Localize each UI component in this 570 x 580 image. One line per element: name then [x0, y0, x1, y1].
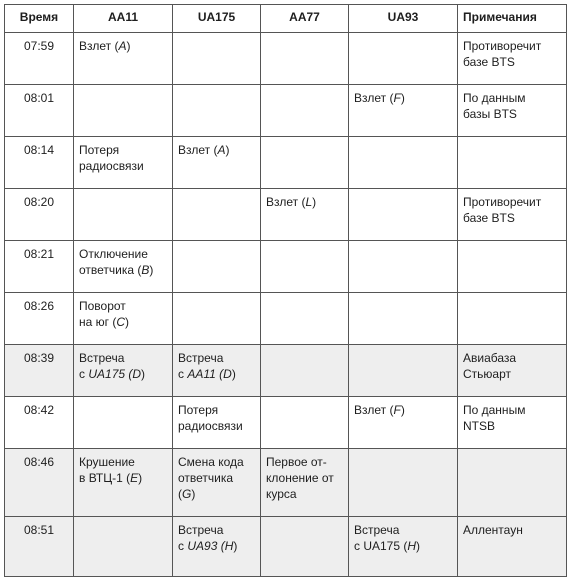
cell-time: 08:51 [5, 517, 74, 577]
table-body [5, 33, 567, 577]
cell-text-line: Противоречит [463, 39, 542, 53]
cell-text-line: (G) [178, 487, 196, 501]
cell-ua93 [349, 33, 458, 85]
cell-ua175 [173, 137, 261, 189]
cell-ua175 [173, 33, 261, 85]
cell-time: 08:42 [5, 397, 74, 449]
cell-note [458, 397, 567, 449]
cell-aa11 [74, 517, 173, 577]
cell-text-line: Смена кода [178, 455, 244, 469]
cell-note [458, 85, 567, 137]
cell-ua93 [349, 189, 458, 241]
table-row [5, 33, 567, 85]
cell-text-line: ответчика (B) [79, 263, 154, 277]
cell-text-line: с UA175 (D) [79, 367, 146, 381]
header-ua93: UA93 [349, 5, 458, 33]
cell-aa11 [74, 397, 173, 449]
cell-text-line: Поворот [79, 299, 126, 313]
timeline-document [4, 4, 567, 577]
header-aa77: AA77 [261, 5, 349, 33]
table-row [5, 449, 567, 517]
table-row [5, 137, 567, 189]
cell-text-line: Взлет (F) [354, 91, 405, 105]
cell-note [458, 449, 567, 517]
cell-text-line: Взлет (A) [178, 143, 230, 157]
cell-note [458, 189, 567, 241]
cell-aa77 [261, 189, 349, 241]
event-marker: G [182, 487, 192, 501]
cell-text-line: Авиабаза [463, 351, 517, 365]
cell-text-line: По данным [463, 91, 526, 105]
cell-text-line: Первое от- [266, 455, 327, 469]
cell-note [458, 137, 567, 189]
flight-timeline-table [4, 4, 567, 577]
cell-aa77 [261, 397, 349, 449]
cell-text-line: в ВТЦ-1 (E) [79, 471, 143, 485]
header-aa11: AA11 [74, 5, 173, 33]
cell-note [458, 33, 567, 85]
cell-aa77 [261, 33, 349, 85]
event-marker: H [407, 539, 417, 553]
cell-text-line: По данным [463, 403, 526, 417]
cell-ua93 [349, 293, 458, 345]
cell-aa77 [261, 449, 349, 517]
cell-ua175 [173, 449, 261, 517]
cell-ua175 [173, 345, 261, 397]
event-marker: A [217, 143, 226, 157]
cell-ua175 [173, 293, 261, 345]
header-time: Время [5, 5, 74, 33]
cell-ua93 [349, 241, 458, 293]
cell-ua93 [349, 345, 458, 397]
cell-time: 08:01 [5, 85, 74, 137]
table-row [5, 85, 567, 137]
table-row [5, 241, 567, 293]
cell-text-line: с AA11 (D) [178, 367, 236, 381]
cell-time: 08:46 [5, 449, 74, 517]
cell-text-line: ответчика [178, 471, 234, 485]
cell-aa11 [74, 449, 173, 517]
cell-ua175 [173, 189, 261, 241]
cell-text-line: с UA175 (H) [354, 539, 421, 553]
cell-aa77 [261, 241, 349, 293]
cell-ua93 [349, 517, 458, 577]
event-marker: AA11 (D [187, 367, 232, 381]
cell-text-line: Крушение [79, 455, 135, 469]
cell-text-line: Потеря [178, 403, 219, 417]
table-row [5, 189, 567, 241]
cell-text-line: базе BTS [463, 55, 515, 69]
table-row [5, 517, 567, 577]
cell-aa11 [74, 189, 173, 241]
cell-aa77 [261, 85, 349, 137]
cell-text-line: Встреча [178, 523, 224, 537]
header-notes: Примечания [458, 5, 567, 33]
event-marker: F [393, 403, 401, 417]
event-marker: B [141, 263, 150, 277]
cell-ua175 [173, 85, 261, 137]
cell-aa77 [261, 517, 349, 577]
table-row [5, 397, 567, 449]
cell-text-line: Аллентаун [463, 523, 523, 537]
cell-text-line: с UA93 (H) [178, 539, 238, 553]
cell-aa11 [74, 293, 173, 345]
cell-aa77 [261, 345, 349, 397]
cell-note [458, 345, 567, 397]
table-header-row [5, 5, 567, 33]
cell-ua93 [349, 137, 458, 189]
cell-time: 07:59 [5, 33, 74, 85]
cell-time: 08:14 [5, 137, 74, 189]
cell-text-line: курса [266, 487, 297, 501]
cell-text-line: Встреча [178, 351, 224, 365]
cell-time: 08:26 [5, 293, 74, 345]
cell-text-line: Противоречит [463, 195, 542, 209]
cell-time: 08:20 [5, 189, 74, 241]
cell-aa11 [74, 85, 173, 137]
table-row [5, 293, 567, 345]
cell-note [458, 241, 567, 293]
cell-text-line: радиосвязи [79, 159, 144, 173]
cell-note [458, 293, 567, 345]
table-row [5, 345, 567, 397]
cell-ua93 [349, 449, 458, 517]
cell-text-line: Стьюарт [463, 367, 511, 381]
cell-aa11 [74, 345, 173, 397]
event-marker: E [130, 471, 139, 485]
cell-text-line: Встреча [79, 351, 125, 365]
cell-text-line: Встреча [354, 523, 400, 537]
cell-text-line: Отключение [79, 247, 148, 261]
event-marker: C [116, 315, 126, 329]
cell-text-line: радиосвязи [178, 419, 243, 433]
cell-aa77 [261, 137, 349, 189]
cell-aa11 [74, 33, 173, 85]
event-marker: F [393, 91, 401, 105]
cell-text-line: Взлет (F) [354, 403, 405, 417]
cell-text-line: NTSB [463, 419, 496, 433]
cell-time: 08:39 [5, 345, 74, 397]
cell-time: 08:21 [5, 241, 74, 293]
cell-aa77 [261, 293, 349, 345]
cell-text-line: Взлет (A) [79, 39, 131, 53]
cell-ua93 [349, 397, 458, 449]
cell-text-line: Потеря [79, 143, 120, 157]
cell-text-line: базы BTS [463, 107, 517, 121]
cell-note [458, 517, 567, 577]
cell-ua93 [349, 85, 458, 137]
event-marker: UA175 (D [88, 367, 142, 381]
cell-aa11 [74, 241, 173, 293]
event-marker: A [118, 39, 127, 53]
cell-text-line: на юг (C) [79, 315, 130, 329]
cell-text-line: Взлет (L) [266, 195, 317, 209]
cell-text-line: базе BTS [463, 211, 515, 225]
cell-ua175 [173, 517, 261, 577]
cell-ua175 [173, 241, 261, 293]
event-marker: UA93 (H [187, 539, 234, 553]
cell-text-line: клонение от [266, 471, 334, 485]
header-ua175: UA175 [173, 5, 261, 33]
cell-aa11 [74, 137, 173, 189]
event-marker: L [305, 195, 313, 209]
cell-ua175 [173, 397, 261, 449]
